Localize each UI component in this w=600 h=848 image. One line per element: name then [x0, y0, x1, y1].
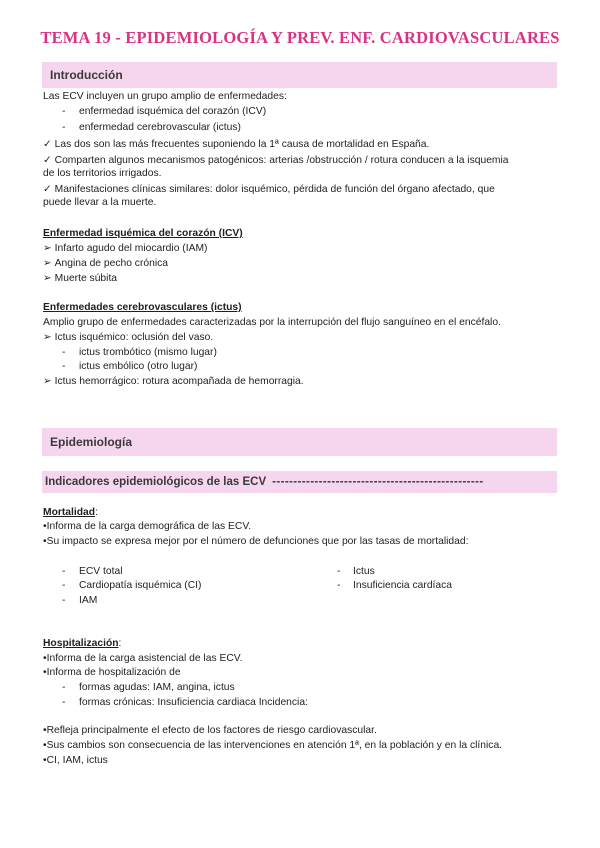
mortalidad-heading: Mortalidad — [43, 507, 96, 518]
icv-item-text: Infarto agudo del miocardio (IAM) — [54, 243, 208, 254]
hospitalizacion-heading: Hospitalización — [43, 638, 119, 649]
dash-bullet: - — [62, 361, 66, 372]
heading-colon: : — [118, 638, 122, 649]
check-text: Las dos son las más frecuentes suponiendo la 1ª causa de mortalidad en España. — [54, 139, 430, 150]
cerebro-lead: Amplio grupo de enfermedades caracterizadas por la interrupción del flujo sanguíneo en el encéfalo. — [43, 317, 501, 328]
heading-colon: : — [95, 507, 98, 518]
hosp-subitem: formas agudas: IAM, angina, ictus — [79, 682, 235, 693]
section-heading: Introducción — [50, 68, 123, 82]
check-icon: ✓ — [43, 184, 52, 195]
mortalidad-bullet: •Su impacto se expresa mejor por el número de defunciones que por las tasas de mortalidad: — [43, 536, 469, 547]
check-continuation: de los territorios irrigados. — [43, 168, 162, 179]
cerebro-heading: Enfermedades cerebrovasculares (ictus) — [43, 302, 242, 313]
indicators-dashes: -------------------------------------------------- — [272, 476, 484, 488]
check-icon: ✓ — [43, 139, 52, 150]
ictus-isquemico-text: Ictus isquémico: oclusión del vaso. — [54, 332, 214, 343]
intro-lead: Las ECV incluyen un grupo amplio de enfermedades: — [43, 91, 287, 102]
dash-bullet: - — [62, 682, 66, 693]
ictus-hemorragico — [43, 375, 304, 388]
icv-item-text: Muerte súbita — [54, 273, 118, 284]
icv-item — [43, 242, 207, 255]
arrow-icon: ➢ — [43, 243, 52, 254]
ictus-subtype: ictus trombótico (mismo lugar) — [79, 347, 217, 358]
hosp-subitem: formas crónicas: Insuficiencia cardiaca Incidencia: — [79, 697, 308, 708]
icv-item — [43, 272, 117, 285]
dash-bullet: - — [62, 580, 66, 591]
mortalidad-list-item: ECV total — [79, 566, 123, 577]
section-band-epidemiologia — [42, 428, 557, 456]
mortalidad-list-item: IAM — [79, 595, 98, 606]
icv-item — [43, 257, 168, 270]
intro-item: enfermedad cerebrovascular (ictus) — [79, 122, 241, 133]
hosp-bullet: •Informa de hospitalización de — [43, 667, 181, 678]
dash-bullet: - — [337, 566, 341, 577]
mortalidad-bullet: •Informa de la carga demográfica de las ECV. — [43, 521, 252, 532]
ictus-hemorragico-text: Ictus hemorrágico: rotura acompañada de hemorragia. — [54, 376, 304, 387]
section-heading: Epidemiología — [50, 435, 133, 449]
hosp-bullet: •Sus cambios son consecuencia de las intervenciones en atención 1ª, en la población y en la clínica. — [43, 740, 503, 751]
hosp-bullet: •Refleja principalmente el efecto de los factores de riesgo cardiovascular. — [43, 725, 377, 736]
ictus-isquemico — [43, 331, 213, 344]
arrow-icon: ➢ — [43, 273, 52, 284]
check-text: Comparten algunos mecanismos patogénicos: arterias /obstrucción / rotura conducen a la isquemia — [54, 155, 509, 166]
check-continuation: puede llevar a la muerte. — [43, 197, 157, 208]
page-title: TEMA 19 - EPIDEMIOLOGÍA Y PREV. ENF. CARDIOVASCULARES — [40, 28, 560, 47]
section-band-introduccion — [42, 62, 557, 88]
indicators-heading: Indicadores epidemiológicos de las ECV — [45, 476, 267, 488]
intro-item: enfermedad isquémica del corazón (ICV) — [79, 106, 267, 117]
arrow-icon: ➢ — [43, 376, 52, 387]
dash-bullet: - — [62, 106, 66, 117]
dash-bullet: - — [62, 122, 66, 133]
mortalidad-list-item: Ictus — [353, 566, 375, 577]
hosp-bullet: •Informa de la carga asistencial de las ECV. — [43, 653, 243, 664]
mortalidad-list-item: Insuficiencia cardíaca — [353, 580, 453, 591]
ictus-subtype: ictus embólico (otro lugar) — [79, 361, 198, 372]
hosp-bullet: •CI, IAM, ictus — [43, 755, 108, 766]
icv-item-text: Angina de pecho crónica — [54, 258, 168, 269]
icv-heading: Enfermedad isquémica del corazón (ICV) — [43, 228, 243, 239]
check-line — [43, 154, 509, 167]
dash-bullet: - — [62, 347, 66, 358]
arrow-icon: ➢ — [43, 258, 52, 269]
dash-bullet: - — [62, 595, 66, 606]
check-text: Manifestaciones clínicas similares: dolor isquémico, pérdida de función del órgano afectado, que — [54, 184, 495, 195]
dash-bullet: - — [337, 580, 341, 591]
indicators-band — [42, 471, 557, 493]
check-line — [43, 183, 495, 196]
check-line — [43, 138, 429, 151]
hospitalizacion-heading-line — [43, 637, 121, 650]
dash-bullet: - — [62, 697, 66, 708]
check-icon: ✓ — [43, 155, 52, 166]
mortalidad-heading-line — [43, 506, 98, 519]
dash-bullet: - — [62, 566, 66, 577]
mortalidad-list-item: Cardiopatía isquémica (CI) — [79, 580, 202, 591]
arrow-icon: ➢ — [43, 332, 52, 343]
